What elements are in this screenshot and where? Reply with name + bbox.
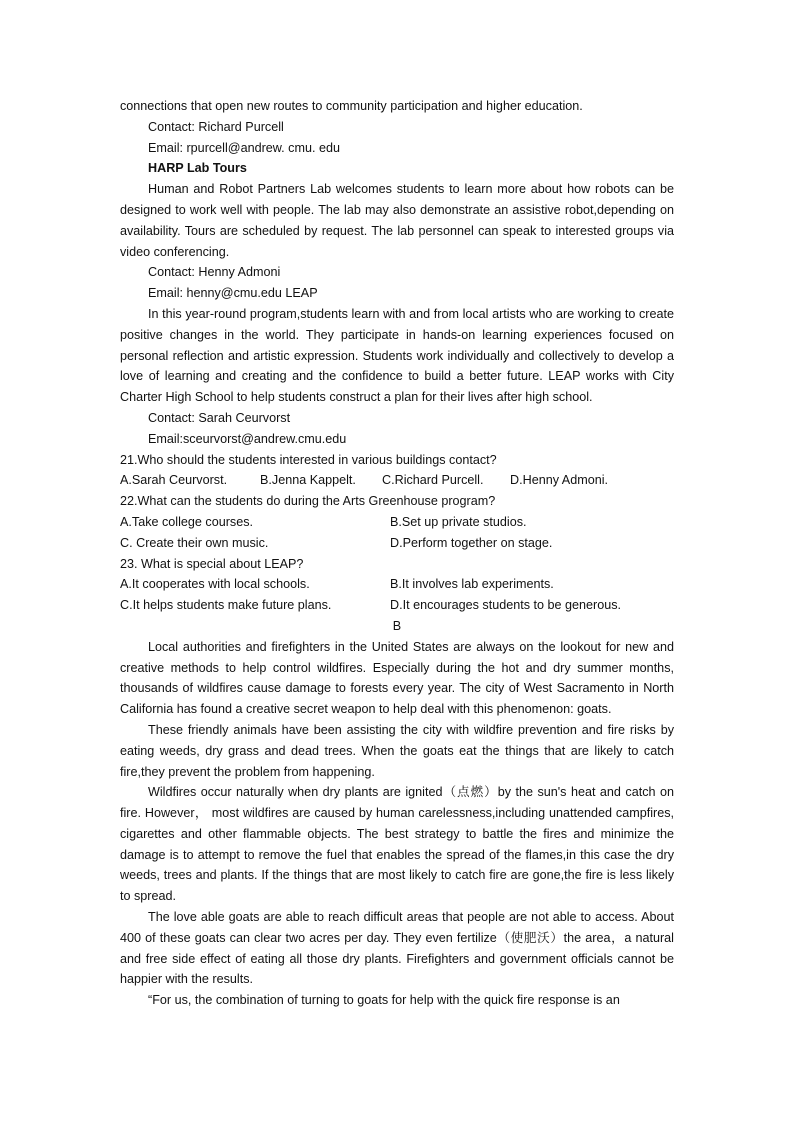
options-23-row-1: [120, 574, 674, 595]
passage-b-paragraph-2: These friendly animals have been assisting the city with wildfire prevention and fire risks by eating weeds, dry grass and dead trees. When the goats eat the things that are likely to catch fire,they prevent the problem from happening.: [120, 722, 674, 779]
options-22-row-1: [120, 512, 674, 533]
email-richard: Email: rpurcell@andrew. cmu. edu: [148, 140, 340, 155]
options-21: [120, 470, 674, 491]
email-henny: Email: henny@cmu.edu LEAP: [148, 286, 318, 301]
document-page: [120, 96, 674, 1011]
option-21-a: A.Sarah Ceurvorst.: [120, 473, 228, 488]
passage-b-paragraph-3: Wildfires occur naturally when dry plants are ignited（点燃）by the sun's heat and catch on fire. However， most wildfires are caused by human carelessness,including unattended campfires, cigarettes and other flammable objects. The best strategy to battle the fires and minimize the damage is to attempt to remove the fuel that enables the spread of the flames,in this case the dry weeds, trees and plants. If the things that are most likely to catch fire are gone,the fire is less likely to spread.: [120, 785, 674, 904]
passage-b-paragraph-4: The love able goats are able to reach difficult areas that people are not able to access. About 400 of these goats can clear two acres per day. They even fertilize（使肥沃）the area，a natural and free side effect of eating all those dry plants. Firefighters and government officials cannot be happier with the results.: [120, 910, 674, 987]
harp-paragraph: Human and Robot Partners Lab welcomes students to learn more about how robots can be designed to work well with people. The lab may also demonstrate an assistive robot,depending on availability. Tours are scheduled by request. The lab personnel can speak to interested groups via video conferencing.: [120, 182, 674, 259]
option-22-b: B.Set up private studios.: [390, 514, 527, 529]
question-23: 23. What is special about LEAP?: [120, 556, 304, 571]
question-22: 22.What can the students do during the Arts Greenhouse program?: [120, 494, 496, 509]
option-23-c: C.It helps students make future plans.: [120, 598, 332, 613]
option-22-c: C. Create their own music.: [120, 535, 269, 550]
option-21-b: B.Jenna Kappelt.: [260, 473, 356, 488]
intro-tail: connections that open new routes to community participation and higher education.: [120, 99, 583, 113]
option-22-a: A.Take college courses.: [120, 514, 254, 529]
option-23-b: B.It involves lab experiments.: [390, 577, 554, 592]
question-21: 21.Who should the students interested in various buildings contact?: [120, 452, 497, 467]
options-22-row-2: [120, 533, 674, 554]
harp-heading: HARP Lab Tours: [148, 161, 247, 176]
option-23-d: D.It encourages students to be generous.: [390, 598, 622, 613]
options-23-row-2: [120, 595, 674, 616]
option-21-c: C.Richard Purcell.: [382, 473, 484, 488]
contact-sarah: Contact: Sarah Ceurvorst: [148, 410, 291, 425]
contact-richard: Contact: Richard Purcell: [148, 119, 284, 134]
section-b-label: B: [392, 618, 402, 633]
contact-henny: Contact: Henny Admoni: [148, 265, 281, 280]
leap-paragraph: In this year-round program,students learn with and from local artists who are working to create positive changes in the world. They participate in hands-on learning experiences focused on personal reflection and artistic expression. Students work individually and collectively to develop a love of learning and creating and the confidence to build a better future. LEAP works with City Charter High School to help students construct a plan for their lives after high school.: [120, 306, 674, 405]
passage-b-paragraph-5: “For us, the combination of turning to goats for help with the quick fire response is an: [148, 993, 620, 1008]
passage-b-paragraph-1: Local authorities and firefighters in the United States are always on the lookout for new and creative methods to help control wildfires. Especially during the hot and dry summer months, thousands of wildfires cause damage to forests every year. The city of West Sacramento in North California has found a creative secret weapon to help deal with this phenomenon: goats.: [120, 639, 674, 717]
option-21-d: D.Henny Admoni.: [510, 473, 609, 488]
option-23-a: A.It cooperates with local schools.: [120, 577, 310, 592]
email-sarah: Email:sceurvorst@andrew.cmu.edu: [148, 431, 347, 446]
option-22-d: D.Perform together on stage.: [390, 535, 553, 550]
